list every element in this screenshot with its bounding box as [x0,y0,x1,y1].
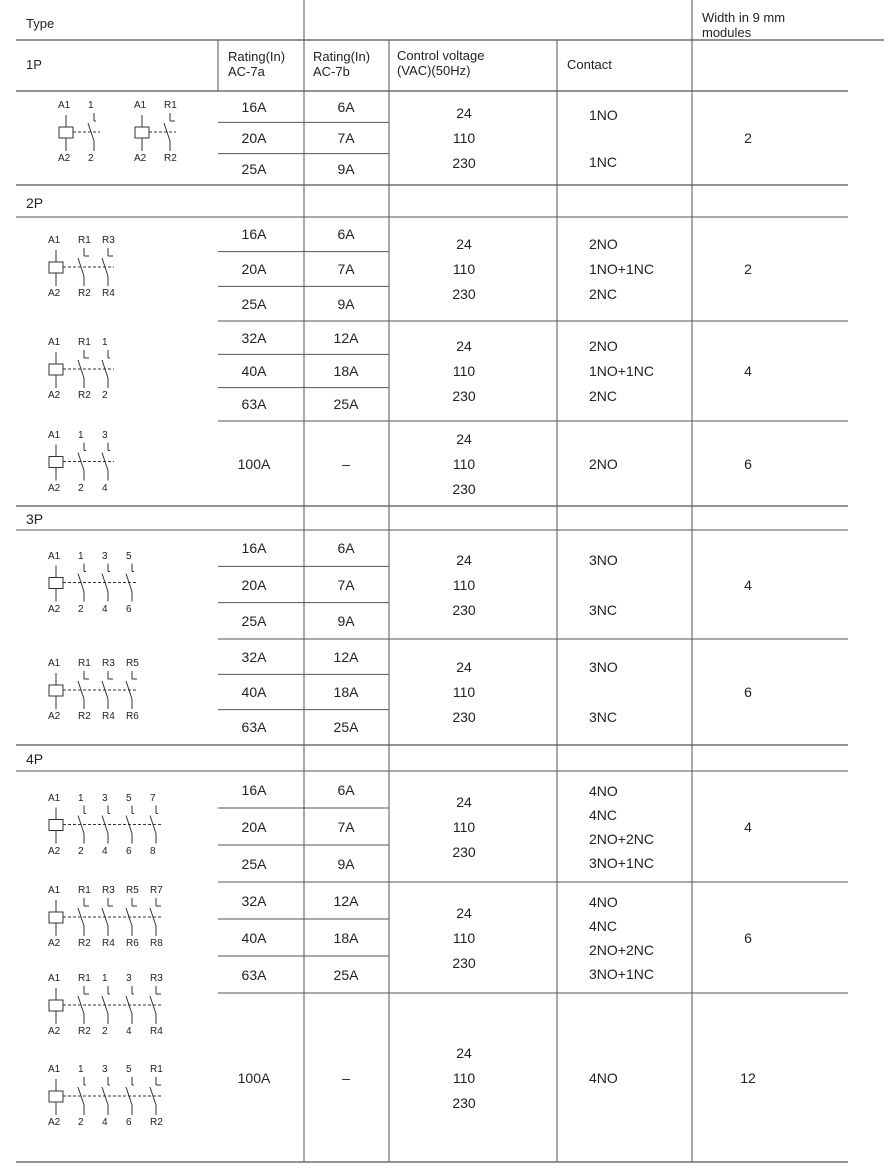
diagram-terminal-label: R4 [102,711,115,722]
module-width-value: 2 [744,130,752,146]
rating-ac7a-cell: 100A [237,455,271,472]
control-voltage-value: 110 [452,818,476,835]
rating-ac7b-cell: – [342,1069,350,1086]
diagram-terminal-label: 3 [126,973,132,984]
contact-configuration: 4NO [589,1069,618,1086]
diagram-terminal-label: 4 [102,603,108,615]
rating-ac7b-cell: 18A [333,684,359,700]
diagram-terminal-label: 2 [78,603,84,615]
rating-ac7a-header-line2: AC-7a [228,64,265,79]
contact-configuration: 3NO [589,659,618,675]
rating-ac7b-cell: 9A [337,612,355,629]
diagram-terminal-label: 1 [78,550,84,562]
rating-ac7a-cell: 32A [241,892,267,909]
control-voltage-value: 230 [452,286,476,302]
diagram-terminal-label: 5 [126,1064,132,1075]
coil-symbol [49,578,63,589]
contact-configuration: 3NC [589,709,618,725]
control-voltage-value: 110 [452,455,476,472]
diagram-terminal-label: A2 [134,153,147,164]
diagram-terminal-label: R2 [78,390,91,401]
rating-ac7a-cell: 16A [241,540,267,557]
control-voltage-value: 110 [452,363,476,379]
diagram-terminal-label: A1 [48,1064,61,1075]
control-voltage-value: 230 [452,709,476,725]
diagram-terminal-label: 3 [102,429,108,441]
rating-ac7b-cell: 6A [337,781,355,798]
rating-ac7a-cell: 63A [241,966,267,983]
control-voltage-value: 110 [452,576,476,593]
module-width-value: 4 [744,363,752,379]
diagram-terminal-label: 2 [102,1026,108,1037]
wiring-diagram-3p [49,671,138,709]
diagram-terminal-label: A1 [58,100,71,111]
rating-ac7b-cell: 6A [337,540,355,557]
diagram-terminal-label: R2 [78,938,91,949]
contact-configuration: 4NO [589,782,618,799]
contact-configuration: 3NO+1NC [589,854,654,871]
rating-ac7b-cell: 6A [337,226,355,243]
rating-ac7a-cell: 40A [241,684,267,700]
contact-configuration: 3NO+1NC [589,965,654,982]
diagram-terminal-label: R3 [102,235,115,246]
rating-ac7b-header-line2: AC-7b [313,64,350,79]
rating-ac7a-cell: 40A [241,363,267,379]
wiring-diagram-4p [49,806,162,844]
diagram-terminal-label: 3 [102,1064,108,1075]
diagram-terminal-label: R6 [126,711,139,722]
rating-ac7a-cell: 32A [241,648,267,665]
diagram-terminal-label: 4 [102,482,108,494]
wiring-diagram-4p [49,898,162,936]
contact-configuration: 2NO+2NC [589,830,654,847]
contact-configuration: 4NO [589,893,618,910]
module-width-value: 6 [744,455,752,472]
diagram-terminal-label: 2 [102,390,108,401]
contact-configuration: 2NO [589,455,618,472]
diagram-terminal-label: 1 [102,973,108,984]
rating-ac7b-cell: 7A [337,576,355,593]
rating-ac7a-cell: 25A [241,612,267,629]
control-voltage-value: 110 [452,1069,476,1086]
diagram-terminal-label: R5 [126,885,139,896]
rating-ac7b-cell: 12A [333,648,359,665]
diagram-terminal-label: A1 [48,337,61,348]
rating-ac7a-cell: 63A [241,396,267,413]
diagram-terminal-label: A2 [48,938,61,949]
control-voltage-value: 230 [452,155,476,171]
rating-ac7a-cell: 20A [241,261,267,277]
rating-ac7a-cell: 63A [241,719,267,736]
diagram-terminal-label: R4 [150,1026,163,1037]
diagram-terminal-label: 4 [102,1117,108,1128]
contact-configuration: 3NO [589,551,618,568]
type-header: Type [26,16,55,31]
module-width-value: 6 [744,684,752,700]
rating-ac7b-header-line1: Rating(In) [313,49,371,64]
diagram-terminal-label: A2 [58,153,71,164]
diagram-terminal-label: A1 [48,235,61,246]
control-voltage-value: 230 [452,1094,476,1111]
diagram-terminal-label: A2 [48,845,61,857]
coil-symbol [59,127,73,138]
wiring-diagram-2p [49,350,114,388]
rating-ac7b-cell: 9A [337,295,355,312]
control-voltage-value: 230 [452,388,476,404]
section-label-2p: 2P [26,195,44,211]
diagram-terminal-label: R6 [126,938,139,949]
diagram-terminal-label: R4 [102,938,115,949]
rating-ac7b-cell: 9A [337,855,355,872]
rating-ac7b-cell: 12A [333,892,359,909]
coil-symbol [49,912,63,923]
contact-configuration: 2NO [589,338,618,354]
diagram-terminal-label: R8 [150,938,163,949]
control-voltage-header-line2: (VAC)(50Hz) [397,63,471,78]
rating-ac7b-cell: 12A [333,329,359,346]
wiring-diagram-4p [49,1077,162,1115]
contact-configuration: 1NC [589,153,618,170]
coil-symbol [49,262,63,273]
coil-symbol [135,127,149,138]
contact-configuration: 4NC [589,806,618,823]
rating-ac7a-cell: 25A [241,295,267,312]
diagram-terminal-label: 3 [102,792,108,804]
diagram-terminal-label: 6 [126,845,132,857]
diagram-terminal-label: 1 [78,1064,84,1075]
diagram-terminal-label: A1 [48,973,61,984]
rating-ac7b-cell: 25A [333,396,359,413]
rating-ac7a-cell: 20A [241,576,267,593]
diagram-terminal-label: R3 [102,658,115,669]
diagram-terminal-label: A1 [134,100,147,111]
diagram-terminal-label: 1 [78,792,84,804]
control-voltage-value: 230 [452,601,476,618]
rating-ac7b-cell: 25A [333,719,359,736]
rating-ac7a-cell: 20A [241,818,267,835]
diagram-terminal-label: 3 [102,550,108,562]
diagram-terminal-label: R7 [150,885,163,896]
diagram-terminal-label: R2 [78,288,91,299]
diagram-terminal-label: A1 [48,550,61,562]
rating-ac7a-cell: 16A [241,98,267,115]
diagram-terminal-label: R1 [78,885,91,896]
rating-ac7a-header-line1: Rating(In) [228,49,286,64]
diagram-terminal-label: A2 [48,711,61,722]
section-label-4p: 4P [26,751,44,767]
contact-configuration: 1NO+1NC [589,261,654,277]
control-voltage-value: 24 [456,904,472,921]
rating-ac7b-cell: 25A [333,966,359,983]
rating-ac7a-cell: 25A [241,161,267,178]
rating-ac7b-cell: 9A [337,161,355,178]
module-width-value: 12 [740,1069,756,1086]
diagram-terminal-label: R1 [78,235,91,246]
contact-configuration: 2NO+2NC [589,941,654,958]
control-voltage-value: 24 [456,659,472,675]
section-label-3p: 3P [26,511,44,527]
diagram-terminal-label: 2 [78,845,84,857]
control-voltage-value: 24 [456,338,472,354]
diagram-terminal-label: A2 [48,1117,61,1128]
rating-ac7a-cell: 32A [241,329,267,346]
diagram-terminal-label: 6 [126,603,132,615]
control-voltage-value: 110 [452,929,476,946]
control-voltage-value: 110 [452,684,476,700]
rating-ac7b-cell: 18A [333,929,359,946]
contact-configuration: 3NC [589,601,618,618]
coil-symbol [49,1091,63,1102]
rating-ac7b-cell: 7A [337,261,355,277]
diagram-terminal-label: 4 [102,845,108,857]
diagram-terminal-label: A1 [48,885,61,896]
control-voltage-value: 230 [452,843,476,860]
diagram-terminal-label: A2 [48,390,61,401]
diagram-terminal-label: 6 [126,1117,132,1128]
control-voltage-value: 24 [456,551,472,568]
module-width-value: 4 [744,576,752,593]
contact-header: Contact [567,57,612,72]
contact-configuration: 4NC [589,917,618,934]
wiring-diagram-1p [59,113,100,151]
control-voltage-value: 24 [456,236,472,252]
coil-symbol [49,685,63,696]
diagram-terminal-label: 2 [78,482,84,494]
module-width-value: 2 [744,261,752,277]
diagram-terminal-label: 5 [126,792,132,804]
wiring-diagram-2p [49,443,114,481]
section-label-1p-header: 1P [26,57,42,72]
diagram-terminal-label: 8 [150,845,156,857]
diagram-terminal-label: 2 [78,1117,84,1128]
diagram-terminal-label: A2 [48,288,61,299]
rating-ac7a-cell: 20A [241,130,267,146]
diagram-terminal-label: 7 [150,792,156,804]
diagram-terminal-label: A1 [48,658,61,669]
contact-configuration: 2NC [589,388,618,404]
control-voltage-value: 110 [452,130,476,146]
control-voltage-value: 110 [452,261,476,277]
diagram-terminal-label: R4 [102,288,115,299]
contact-configuration: 2NO [589,236,618,252]
wiring-diagram-2p [49,248,114,286]
rating-ac7b-cell: 18A [333,363,359,379]
diagram-terminal-label: 1 [102,337,108,348]
diagram-terminal-label: 2 [88,153,94,164]
diagram-terminal-label: 1 [88,100,94,111]
diagram-terminal-label: R2 [150,1117,163,1128]
diagram-terminal-label: R2 [78,711,91,722]
diagram-terminal-label: R2 [164,153,177,164]
diagram-terminal-label: R1 [150,1064,163,1075]
rating-ac7a-cell: 40A [241,929,267,946]
diagram-terminal-label: A1 [48,429,61,441]
control-voltage-value: 24 [456,1044,472,1061]
diagram-terminal-label: R1 [164,100,177,111]
contact-configuration: 2NC [589,286,618,302]
coil-symbol [49,364,63,375]
diagram-terminal-label: R1 [78,973,91,984]
diagram-terminal-label: R3 [102,885,115,896]
control-voltage-value: 24 [456,430,472,447]
wiring-diagram-3p [49,564,138,602]
width-header-line1: Width in 9 mm [702,10,786,25]
coil-symbol [49,457,63,468]
control-voltage-value: 24 [456,105,472,121]
control-voltage-value: 24 [456,793,472,810]
rating-ac7a-cell: 25A [241,855,267,872]
contact-configuration: 1NO+1NC [589,363,654,379]
control-voltage-header-line1: Control voltage [397,48,485,63]
module-width-value: 4 [744,818,752,835]
rating-ac7b-cell: 7A [337,818,355,835]
contact-configuration: 1NO [589,106,618,123]
rating-ac7a-cell: 16A [241,781,267,798]
diagram-terminal-label: A1 [48,792,61,804]
diagram-terminal-label: 4 [126,1026,132,1037]
width-header-line2: modules [702,25,752,40]
wiring-diagram-1p [135,113,176,151]
rating-ac7b-cell: 7A [337,130,355,146]
control-voltage-value: 230 [452,954,476,971]
rating-ac7a-cell: 16A [241,226,267,243]
control-voltage-value: 230 [452,480,476,497]
diagram-terminal-label: R5 [126,658,139,669]
wiring-diagram-4p [49,986,162,1024]
diagram-terminal-label: A2 [48,603,61,615]
diagram-terminal-label: A2 [48,482,61,494]
diagram-terminal-label: 1 [78,429,84,441]
diagram-terminal-label: R2 [78,1026,91,1037]
rating-ac7a-cell: 100A [237,1069,271,1086]
coil-symbol [49,1000,63,1011]
diagram-terminal-label: 5 [126,550,132,562]
rating-ac7b-cell: – [342,455,350,472]
diagram-terminal-label: A2 [48,1026,61,1037]
diagram-terminal-label: R1 [78,658,91,669]
diagram-terminal-label: R1 [78,337,91,348]
coil-symbol [49,820,63,831]
diagram-terminal-label: R3 [150,973,163,984]
module-width-value: 6 [744,929,752,946]
rating-ac7b-cell: 6A [337,98,355,115]
